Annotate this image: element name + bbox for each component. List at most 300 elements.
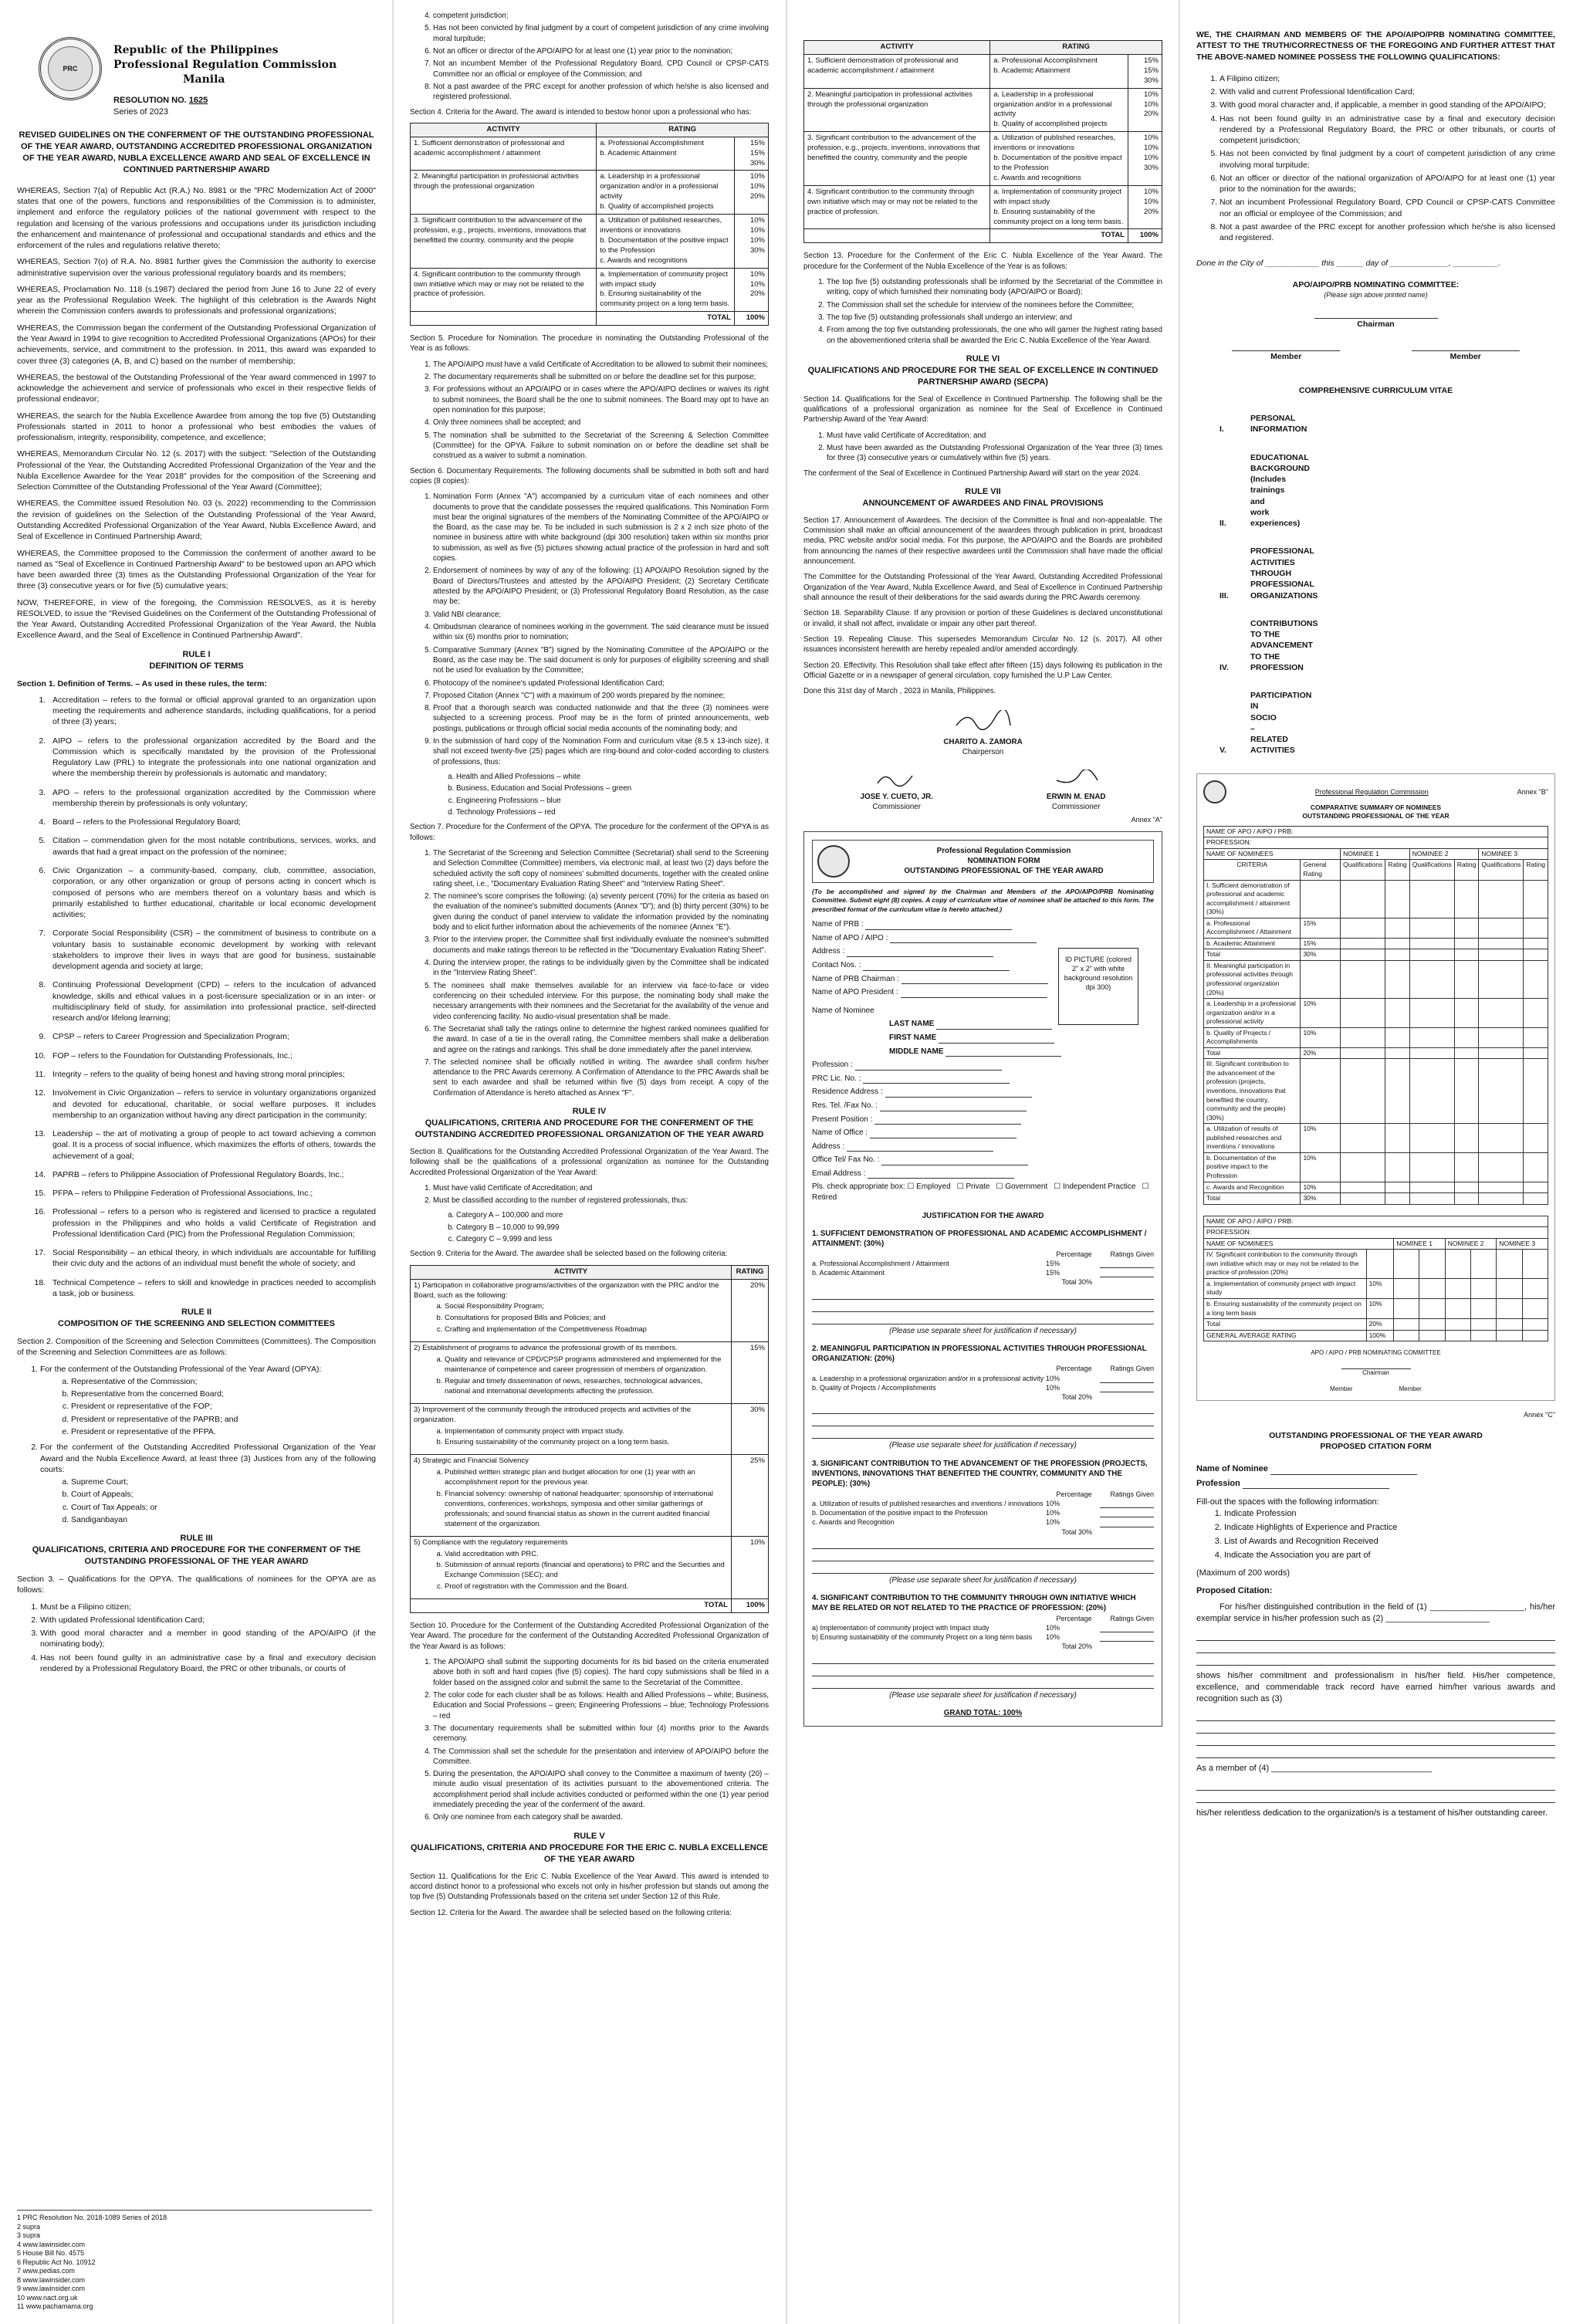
id-picture-box[interactable]: ID PICTURE (colored 2" x 2" with white background resolution dpi 300) <box>1058 948 1138 1025</box>
summary-cell[interactable] <box>1341 1182 1385 1193</box>
criteria-activity <box>411 1455 732 1536</box>
summary-cell[interactable] <box>1385 880 1410 918</box>
separate-sheet-note: (Please use separate sheet for justification if necessary) <box>889 1575 1077 1585</box>
summary-cell[interactable] <box>1341 1047 1385 1059</box>
now-therefore: NOW, THEREFORE, in view of the foregoing, the Commission RESOLVES, as it is hereby RESOLVED, to issue the "Revised Guidelines on the Conferment of the Outstanding Professional of the Year Award, Outstanding Accredited Professional Organization of the Year Award, the Nubla Excellence Award, and the Seal of Excellence in Continued Partnership Award". <box>17 597 376 641</box>
summary-table-1: NAME OF APO / AIPO / PRB: PROFESSION: NAME OF NOMINEES NOMINEE 1 NOMINEE 2 NOMINEE 3 CRITERIA General Rating Qualifications Rating Qualifications Rating Qualifications Rating I. Sufficient demonstration of professional and academic accomplishment / attainment (30%) a. Professional Accomplishment / Attainment 15% b. Academic Attainment 15% Total 30% II. Meaningful participation in professional activities through professional organization (20%) a. Leadership in a professional organization and/or in a professional activity 10% b. Quality of Projects / Accomplishments 10% Total 20% III. Significant contribution to the advancement of the profession (projects, inventions, innovations that benefited the country, community and the people) (30%) a. Utilization of results of published researches and inventions / innovations 10% b. Documentation of the positive impact to the Profession 10% c. Awards and Recognition 10% Total 30% <box>1203 826 1548 1205</box>
summary-cell[interactable] <box>1385 1027 1410 1047</box>
definition-item: 4. Board – refers to the Professional Regulatory Board; <box>48 817 376 827</box>
checkbox-icon[interactable]: ☐ <box>996 1182 1006 1192</box>
summary-cell[interactable] <box>1479 949 1524 961</box>
documentary-requirements <box>433 492 769 767</box>
summary-cell[interactable] <box>1479 1027 1524 1047</box>
qualification-item: 4. competent jurisdiction; <box>433 11 769 21</box>
section-11: Section 11. Qualifications for the Eric C. Nubla Excellence of the Year Award. This award is intended to accord distinct honor to a professional who excels not only in his/her profession but stands out among the top five (5) Outstanding Professionals based on the criteria set under Section 12 of this Rule. <box>410 1872 769 1902</box>
summary-cell[interactable] <box>1445 1250 1470 1279</box>
justification-item-label: a. Utilization of results of published researches and inventions / innovations <box>812 1499 1044 1507</box>
summary-cell[interactable] <box>1479 1152 1524 1182</box>
summary-cell[interactable] <box>1524 1124 1548 1153</box>
summary-cell[interactable] <box>1479 1124 1524 1153</box>
citation-form <box>1196 1430 1555 1819</box>
definition-item: 8. Continuing Professional Development (CPD) – refers to the inculcation of advanced knowledge, skills and ethical values in a post-licensure specialization or in an inter- or multidisciplinary field of study, for assimilation into professional practice, self-directed research and/or lifelong learning; <box>48 979 376 1023</box>
summary-criteria: b. Documentation of the positive impact to the Profession <box>1204 1152 1301 1182</box>
category-item: c. Category C – 9,999 and less <box>456 1234 769 1244</box>
summary-cell[interactable] <box>1497 1319 1522 1331</box>
summary-cell[interactable] <box>1454 960 1479 998</box>
criteria-sub-item: a. Implementation of community project with impact study. <box>445 1427 728 1437</box>
justification-blank[interactable] <box>812 1653 1154 1664</box>
document-item: 2. Endorsement of nominees by way of any of the following: (1) APO/AIPO Resolution signed by the Board of Directors/Trustees and attested by the APO/AIPO President; (2) Secretary Certificate attested by the APO/AIPO President; or (3) Professional Regulatory Board Resolution, as the case may be; <box>433 566 769 607</box>
fill-instruction-item: 2. Indicate Highlights of Experience and Practice <box>1224 1522 1555 1534</box>
summary-title: COMPARATIVE SUMMARY OF NOMINEES <box>1310 803 1442 811</box>
citation-blank[interactable] <box>1196 1655 1555 1666</box>
annex-b-label: Annex "B" <box>1517 787 1548 796</box>
justification-block <box>812 1593 1154 1700</box>
summary-cell[interactable] <box>1385 1152 1410 1182</box>
definition-item: 3. APO – refers to the professional organization accredited by the Commission where membership therein by professionals is only voluntary; <box>48 787 376 810</box>
court-item: c. Court of Tax Appeals; or <box>71 1502 376 1513</box>
summary-cell[interactable] <box>1385 949 1410 961</box>
summary-cell[interactable] <box>1341 1124 1385 1153</box>
summary-cell[interactable] <box>1419 1330 1445 1341</box>
criteria-row <box>411 1455 769 1536</box>
summary-cell[interactable] <box>1454 1027 1479 1047</box>
criteria-sub-item: c. Proof of registration with the Commission and the Board. <box>445 1582 728 1592</box>
justification-block <box>812 1459 1154 1585</box>
criteria-rating: a. Leadership in a professional organization and/or in a professional activity b. Quality of accomplished projects <box>597 171 735 215</box>
section-19: Section 19. Repealing Clause. This supersedes Memorandum Circular No. 12 (s. 2017). All other issuances inconsistent herewith are hereby repealed and/or amended accordingly. <box>803 634 1162 655</box>
checkbox-icon[interactable]: ☐ <box>1054 1182 1064 1192</box>
summary-cell[interactable] <box>1522 1330 1548 1341</box>
summary-cell[interactable] <box>1524 1059 1548 1124</box>
summary-cell[interactable] <box>1479 918 1524 938</box>
rule-1-subheading: DEFINITION OF TERMS <box>149 661 244 671</box>
summary-cell[interactable] <box>1341 880 1385 918</box>
rating-input[interactable] <box>1100 1623 1154 1632</box>
summary-cell[interactable] <box>1341 999 1385 1028</box>
separate-sheet-note: (Please use separate sheet for justification if necessary) <box>889 1441 1077 1450</box>
nubla-procedure <box>827 277 1162 346</box>
summary-row <box>1204 1319 1548 1331</box>
summary-cell[interactable] <box>1524 1047 1548 1059</box>
header-republic: Republic of the Philippines <box>113 44 279 56</box>
justification-blank[interactable] <box>812 1314 1154 1324</box>
footnote: 11 www.pachamama.org <box>17 2302 93 2311</box>
form-field-input[interactable] <box>863 1075 1010 1084</box>
summary-cell[interactable] <box>1409 1124 1454 1153</box>
form-field-input[interactable] <box>890 935 1037 943</box>
form-field: Address : <box>812 1142 1154 1152</box>
form-field-input[interactable] <box>863 962 1010 971</box>
summary-criteria: III. Significant contribution to the advancement of the profession (projects, inventions, innovations that benefited the country, community and the people) (30%) <box>1204 1059 1301 1124</box>
summary-cell[interactable] <box>1341 1152 1385 1182</box>
summary-cell[interactable] <box>1479 1193 1524 1205</box>
summary-cell[interactable] <box>1419 1250 1445 1279</box>
percentage-head: Percentage <box>1056 1365 1092 1373</box>
summary-cell[interactable] <box>1479 999 1524 1028</box>
justification-blank[interactable] <box>812 1289 1154 1300</box>
procedure-item: 4. The Commission shall set the schedule for the presentation and interview of APO/AIPO before the Committee. <box>433 1747 769 1768</box>
rating-input[interactable] <box>1100 1508 1154 1517</box>
summary-cell[interactable] <box>1385 960 1410 998</box>
definition-item: 12. Involvement in Civic Organization – refers to service in voluntary organizations organized and devoted for educational, charitable, or social welfare purposes. It includes membership to an organization without having any direct participation in the community; <box>48 1088 376 1121</box>
percentage-head: Percentage <box>1056 1614 1092 1622</box>
summary-cell[interactable] <box>1341 918 1385 938</box>
summary-cell[interactable] <box>1394 1319 1419 1331</box>
footnote: 5 House Bill No. 4575 <box>17 2249 85 2258</box>
check-label: Pls. check appropriate box: <box>812 1182 905 1192</box>
summary-cell[interactable] <box>1385 1047 1410 1059</box>
sign-note: (Please sign above printed name) <box>1324 291 1428 299</box>
procedure-item: 2. The nominee's score comprises the following: (a) seventy percent (70%) for the criteria as based on the evaluation of the nominee's submitted documents (Annex "D"); and (b) thirty percent (30%) to be given during the conduct of panel interview to validate the information provided by the nominating body and to elicit further information about the achievements of the nominee (Annex "E"). <box>433 891 769 932</box>
color-code-item: b. Business, Education and Social Professions – green <box>456 783 769 793</box>
summary-table-2: NAME OF APO / AIPO / PRB: PROFESSION: NAME OF NOMINEES NOMINEE 1 NOMINEE 2 NOMINEE 3 IV. Significant contribution to the community through own initiative which may or may not be related to the practice of profession (20%) a. Implementation of community project with impact study 10% b. Ensuring sustainability of the community project on a long term basis 10% Total 20% GENERAL AVERAGE RATING 100% <box>1203 1216 1548 1342</box>
form-field: Res. Tel. /Fax No. : <box>812 1101 1154 1111</box>
summary-cell[interactable] <box>1445 1319 1470 1331</box>
justification-blank[interactable] <box>812 1551 1154 1561</box>
form-field-label: Name of PRB Chairman <box>812 974 895 983</box>
justification-blank[interactable] <box>812 1538 1154 1549</box>
member-label: Member <box>1450 351 1481 361</box>
definition-item: 16. Professional – refers to a person who is registered and licensed to practice a regulated profession in the Philippines and who holds a valid Certificate of Registration and Professional Identification Card (PIC) from the Professional Regulation Commission; <box>48 1206 376 1240</box>
summary-cell[interactable] <box>1479 960 1524 998</box>
summary-cell[interactable] <box>1471 1319 1497 1331</box>
summary-cell[interactable] <box>1479 1047 1524 1059</box>
summary-criteria: a. Utilization of results of published researches and inventions / innovations <box>1204 1124 1301 1153</box>
summary-cell[interactable] <box>1454 999 1479 1028</box>
summary-cell[interactable] <box>1409 1047 1454 1059</box>
rating-input[interactable] <box>1100 1499 1154 1508</box>
criteria-sub-item: a. Published written strategic plan and budget allocation for one (1) year with an accomplishment report for the previous year. <box>445 1468 728 1488</box>
summary-cell[interactable] <box>1522 1250 1548 1279</box>
cv-sections <box>1219 413 1555 756</box>
profession-field[interactable] <box>1243 1480 1389 1489</box>
summary-cell[interactable] <box>1524 880 1548 918</box>
justification-heading: 3. SIGNIFICANT CONTRIBUTION TO THE ADVANCEMENT OF THE PROFESSION (PROJECTS, INVENTIONS, INNOVATIONS THAT BENEFITED THE COUNTRY, COMMUNITY AND THE PEOPLE): (30%) <box>812 1459 1148 1489</box>
court-item: a. Supreme Court; <box>71 1477 376 1487</box>
summary-cell[interactable] <box>1341 949 1385 961</box>
summary-cell[interactable] <box>1394 1330 1419 1341</box>
procedure-item: 6. The Secretariat shall tally the ratings online to determine the highest ranked nominees qualified for the award. In case of a tie in the overall rating, the Committee members shall make a deliberation and agree on the ratings and rankings. This shall be done immediately after the panel interview. <box>433 1024 769 1055</box>
form-field-label: PRC Lic. No. <box>812 1074 857 1083</box>
summary-cell[interactable] <box>1522 1319 1548 1331</box>
summary-cell[interactable] <box>1409 999 1454 1028</box>
definition-item: 18. Technical Competence – refers to skill and knowledge in practices needed to accomplish a task, job or business. <box>48 1277 376 1300</box>
rule-6-subheading: QUALIFICATIONS AND PROCEDURE FOR THE SEAL OF EXCELLENCE IN CONTINUED PARTNERSHIP AWARD (SECPA) <box>807 365 1159 387</box>
procedure-item: 5. During the presentation, the APO/AIPO shall convey to the Committee a maximum of twenty (20) – minute audio visual presentation of its activities pursuant to the abovementioned criteria. The accomplishment period shall include activities conducted or performed within the one (1) year period immediately preceding the year of the conferment of the award. <box>433 1769 769 1810</box>
ratings-head: Ratings Given <box>1110 1614 1154 1622</box>
summary-cell[interactable] <box>1341 1059 1385 1124</box>
summary-cell[interactable] <box>1385 999 1410 1028</box>
summary-cell[interactable] <box>1454 918 1479 938</box>
form-field-input[interactable] <box>880 1103 1027 1111</box>
summary-row <box>1204 1298 1548 1318</box>
form-field-input[interactable] <box>855 1062 1002 1071</box>
summary-cell[interactable] <box>1524 1182 1548 1193</box>
definition-item: 17. Social Responsibility – an ethical theory, in which individuals are accountable for fulfilling their civic duty and the actions of an individual must benefit the whole of society; and <box>48 1247 376 1270</box>
summary-cell[interactable] <box>1471 1330 1497 1341</box>
nominee-name-row <box>889 1033 1154 1044</box>
summary-cell[interactable] <box>1445 1278 1470 1298</box>
citation-paragraph-1: For his/her distinguished contribution in the field of (1) ____________________, his/her exemplar service in his/her profession such as (2) ______________________ <box>1196 1602 1555 1624</box>
summary-cell[interactable] <box>1419 1298 1445 1318</box>
form-note: (To be accomplished and signed by the Chairman and Members of the APO/AIPO/PRB Nominating Committee. Submit eight (8) copies. A copy of curriculum vitae of nominee shall be attached to this form. The prescribed format of the curriculum vitae is hereto attached.) <box>812 887 1154 913</box>
nominee-name-input[interactable] <box>936 1021 1052 1030</box>
summary-cell[interactable] <box>1385 938 1410 949</box>
footnote: 2 supra <box>17 2222 41 2231</box>
rating-input[interactable] <box>1100 1517 1154 1527</box>
criteria-percent: 10% 10% 10% 30% <box>735 215 769 269</box>
form-field-input[interactable] <box>870 1130 1017 1138</box>
summary-cell[interactable] <box>1409 880 1454 918</box>
document-item: 4. Ombudsman clearance of nominees working in the government. The said clearance must be issued within six (6) months prior to nomination; <box>433 622 769 643</box>
category-item: a. Category A – 100,000 and more <box>456 1210 769 1220</box>
summary-cell[interactable] <box>1409 949 1454 961</box>
summary-cell[interactable] <box>1479 1059 1524 1124</box>
summary-cell[interactable] <box>1454 1059 1479 1124</box>
summary-cell[interactable] <box>1524 1027 1548 1047</box>
summary-cell[interactable] <box>1454 1152 1479 1182</box>
summary-cell[interactable] <box>1497 1278 1522 1298</box>
justification-blank[interactable] <box>812 1403 1154 1414</box>
summary-cell[interactable] <box>1454 949 1479 961</box>
summary-general-rating: 10% <box>1301 1152 1341 1182</box>
nominee-name-input[interactable] <box>945 1048 1061 1057</box>
document-item: 6. Photocopy of the nominee's updated Professional Identification Card; <box>433 678 769 688</box>
rating-input[interactable] <box>1100 1374 1154 1383</box>
citation-paragraph-3: As a member of (4) __________________________________ <box>1196 1763 1433 1773</box>
apo-categories <box>456 1210 769 1244</box>
summary-criteria: Total <box>1204 1193 1301 1205</box>
nominee-name-input[interactable] <box>939 1035 1054 1044</box>
fill-instruction-item: 3. List of Awards and Recognition Received <box>1224 1536 1555 1548</box>
document-item: 1. Nomination Form (Annex "A") accompanied by a curriculum vitae of each nominees and other documents to prove that the candidate possesses the required qualifications. This Nomination Form must bear the original signatures of the members of the Nominating Committee of the APO/AIPO or the Board, as the case may be. To be included in such submission is 2 x 2 inch size photo of the nominee in business attire with white background (dpi 300 resolution) taken within six months prior to submission, as well as five (5) pictures showing actual practice of the profession in hard and soft copies. <box>433 492 769 563</box>
checkbox-option: ☐ Employed <box>907 1182 951 1192</box>
criteria-sub-item: b. Regular and timely dissemination of news, researches, technological advances, national and international developments affecting the profession. <box>445 1377 728 1397</box>
summary-cell[interactable] <box>1479 880 1524 918</box>
summary-row <box>1204 1182 1548 1193</box>
summary-cell[interactable] <box>1524 918 1548 938</box>
form-field: Email Address : <box>812 1169 1154 1179</box>
summary-cell[interactable] <box>1409 1182 1454 1193</box>
procedure-item: 3. The documentary requirements shall be submitted within four (4) months prior to the Awards ceremony. <box>433 1724 769 1744</box>
summary-cell[interactable] <box>1497 1250 1522 1279</box>
summary-cell[interactable] <box>1409 1193 1454 1205</box>
checkbox-icon[interactable]: ☐ <box>1142 1182 1149 1192</box>
summary-cell[interactable] <box>1341 960 1385 998</box>
summary-cell[interactable] <box>1524 999 1548 1028</box>
summary-cell[interactable] <box>1454 1124 1479 1153</box>
summary-cell[interactable] <box>1522 1278 1548 1298</box>
summary-cell[interactable] <box>1497 1298 1522 1318</box>
form-field-input[interactable] <box>902 976 1048 984</box>
procedure-item: 1. The APO/AIPO shall submit the supporting documents for its bid based on the criteria enumerated above both in soft and hard copies (five (5) copies). The hard copy submissions shall be filed in a folder based on the assigned color and submit the same to the Secretariat of the Committee. <box>433 1657 769 1688</box>
form-field-input[interactable] <box>885 1089 1032 1098</box>
summary-cell[interactable] <box>1522 1298 1548 1318</box>
summary-cell[interactable] <box>1524 960 1548 998</box>
summary-cell[interactable] <box>1454 1047 1479 1059</box>
summary-cell[interactable] <box>1454 938 1479 949</box>
nominee-label: Name of Nominee <box>812 1006 874 1015</box>
justification-blank[interactable] <box>812 1563 1154 1574</box>
rating-input[interactable] <box>1100 1268 1154 1277</box>
summary-cell[interactable] <box>1385 1182 1410 1193</box>
criteria-row <box>411 137 769 171</box>
summary-cell[interactable] <box>1385 1059 1410 1124</box>
summary-cell[interactable] <box>1454 1193 1479 1205</box>
section-18: Section 18. Separability Clause. If any provision or portion of these Guidelines is declared unconstitutional or invalid, it shall not affect, invalidate or impair any other part thereof. <box>803 609 1162 628</box>
citation-blank[interactable] <box>1196 1735 1555 1746</box>
summary-cell[interactable] <box>1409 1027 1454 1047</box>
form-field: PRC Lic. No. : <box>812 1074 1154 1084</box>
summary-cell[interactable] <box>1409 1059 1454 1124</box>
summary-row <box>1204 1193 1548 1205</box>
form-field-input[interactable] <box>901 989 1047 998</box>
category-item: b. Category B – 10,000 to 99,999 <box>456 1223 769 1233</box>
summary-cell[interactable] <box>1341 1193 1385 1205</box>
summary-cell[interactable] <box>1524 1193 1548 1205</box>
qualification-item: 2. Must have been awarded as the Outstanding Professional Organization of the Year three (3) times for three (3) consecutive years or cumulatively within five (5) years. <box>827 443 1162 464</box>
summary-cell[interactable] <box>1394 1298 1419 1318</box>
summary-row <box>1204 949 1548 961</box>
nominee-name-label: FIRST NAME <box>889 1033 937 1042</box>
summary-cell[interactable] <box>1524 1152 1548 1182</box>
form-field-input[interactable] <box>847 949 993 957</box>
oapoya-committee: 2. For the conferment of the Outstanding Accredited Professional Organization of the Year Award and the Nubla Excellence Award, at least three (3) Justices from any of the following courts: a. Supreme Court; b. Court of Appeals; c. Court of Tax Appeals; or d. Sandiganbayan <box>40 1442 376 1525</box>
citation-blank[interactable] <box>1196 1723 1555 1734</box>
justification-item-pct: 10% <box>1046 1518 1061 1527</box>
whereas-clause: WHEREAS, Memorandum Circular No. 12 (s. 2017) with the subject: "Selection of the Outstanding Professional of the Year, the Outstanding Accredited Professional Organization of the Year and the Nubla Excellence Awardee for the Year 2018" provides for the composition of the Screening and Selection Committee of the Outstanding Professional of the Year Award (Committee); <box>17 449 376 492</box>
summary-row <box>1204 1047 1548 1059</box>
nominee-name-field[interactable] <box>1270 1466 1417 1475</box>
summary-general-rating: 10% <box>1366 1298 1394 1318</box>
summary-cell[interactable] <box>1471 1298 1497 1318</box>
prc-seal-icon: PRC <box>39 37 102 100</box>
rating-input[interactable] <box>1100 1259 1154 1268</box>
citation-subtitle: PROPOSED CITATION FORM <box>1320 1442 1432 1452</box>
justification-blank[interactable] <box>812 1301 1154 1312</box>
citation-blank[interactable] <box>1196 1710 1555 1721</box>
summary-cell[interactable] <box>1471 1250 1497 1279</box>
citation-blank[interactable] <box>1196 1630 1555 1641</box>
summary-cell[interactable] <box>1394 1250 1419 1279</box>
prc-seal-icon <box>817 845 850 878</box>
summary-criteria: Total <box>1204 949 1301 961</box>
summary-cell[interactable] <box>1524 949 1548 961</box>
summary-cell[interactable] <box>1471 1278 1497 1298</box>
justification-blank[interactable] <box>812 1416 1154 1426</box>
checkbox-icon[interactable]: ☐ <box>907 1182 917 1192</box>
justification-item <box>812 1374 1154 1383</box>
signature-icon <box>952 710 1014 733</box>
citation-blank[interactable] <box>1196 1642 1555 1653</box>
header-city: Manila <box>183 73 225 86</box>
cv-section-number: II. <box>1219 519 1226 529</box>
justification-item-pct: 10% <box>1046 1499 1061 1507</box>
form-field-input[interactable] <box>865 922 1012 930</box>
summary-cell[interactable] <box>1497 1330 1522 1341</box>
whereas-clause: WHEREAS, Proclamation No. 118 (s.1987) declared the period from June 16 to June 22 of every year as the Professional Regulation Week. The highlight of this celebration is the Awards Night wherein the Commission confers awards to professionals and professional organizations; <box>17 284 376 316</box>
summary-cell[interactable] <box>1454 1182 1479 1193</box>
summary-row <box>1204 880 1548 918</box>
summary-cell[interactable] <box>1409 1152 1454 1182</box>
nominee-name-row <box>889 1047 1154 1057</box>
footnote: 4 www.lawinsider.com <box>17 2240 86 2248</box>
summary-cell[interactable] <box>1419 1319 1445 1331</box>
summary-row <box>1204 918 1548 938</box>
procedure-item: 1. The APO/AIPO must have a valid Certificate of Accreditation to be allowed to submit their nominees; <box>433 360 769 370</box>
summary-cell[interactable] <box>1409 960 1454 998</box>
summary-cell[interactable] <box>1445 1298 1470 1318</box>
criteria-sub-item: a. Quality and relevance of CPD/CPSP programs administered and implemented for the maintenance of competence and career progression of members of organization. <box>445 1355 728 1375</box>
color-code-item: d. Technology Professions – red <box>456 807 769 817</box>
summary-cell[interactable] <box>1409 938 1454 949</box>
form-field-input[interactable] <box>874 1116 1021 1125</box>
summary-cell[interactable] <box>1454 880 1479 918</box>
summary-cell[interactable] <box>1385 918 1410 938</box>
rating-input[interactable] <box>1100 1383 1154 1392</box>
form-field-label: Name of APO President <box>812 988 895 997</box>
qualification-item: 1. Must have valid Certificate of Accreditation; and <box>827 431 1162 441</box>
summary-cell[interactable] <box>1524 938 1548 949</box>
summary-cell[interactable] <box>1479 1182 1524 1193</box>
done-line: Done this 31st day of March , 2023 in Manila, Philippines. <box>803 687 996 696</box>
definition-item: 2. AIPO – refers to the professional organization accredited by the Board and the Commission which is specifically mandated by the provision of the Professional Regulatory Law (PRL) to integrate the professionals into one national organization and where the membership therein by professionals is automatic and mandatory; <box>48 736 376 780</box>
checkbox-icon[interactable]: ☐ <box>956 1182 966 1192</box>
citation-blank[interactable] <box>1196 1780 1555 1791</box>
summary-cell[interactable] <box>1409 918 1454 938</box>
citation-blank[interactable] <box>1196 1747 1555 1758</box>
color-codes <box>456 772 769 817</box>
commissioner-2-signature: ERWIN M. ENAD Commissioner <box>1047 770 1106 812</box>
qualification-item: 4. Has not been found guilty in an administrative case by a final and executory decision rendered by a Professional Regulatory Board, the PRC or other tribunals, or courts of competent jurisdiction; <box>1219 113 1555 147</box>
summary-cell[interactable] <box>1445 1330 1470 1341</box>
form-field-input[interactable] <box>868 1170 1014 1179</box>
form-field-input[interactable] <box>847 1143 993 1152</box>
criteria-percent: 10% 10% 20% <box>735 171 769 215</box>
page-2 <box>393 0 786 2324</box>
summary-cell[interactable] <box>1385 1124 1410 1153</box>
summary-general-rating: 10% <box>1301 1124 1341 1153</box>
fill-instructions: Fill-out the spaces with the following information: <box>1196 1497 1379 1507</box>
justification-total: Total 20% <box>1061 1642 1092 1651</box>
citation-profession-label: Profession <box>1196 1478 1240 1488</box>
procedure-item: 4. Only three nominees shall be accepted; and <box>433 418 769 428</box>
summary-cell[interactable] <box>1394 1278 1419 1298</box>
opya-criteria-table: ACTIVITY RATING 1. Sufficient demonstration of professional and academic accomplishment / attainment a. Professional Accomplishment b. Academic Attainment 15% 15% 30% 2. Meaningful participation in professional activities through the professional organization a. Leadership in a professional organization and/or in a professional activity b. Quality of accomplished projects 10% 10% 20% 3. Significant contribution to the advancement of the profession, e.g., projects, inventions, innovations that benefitted the country, community and the people a. Utilization of published researches, inventions or innovations b. Documentation of the positive impact to the Profession c. Awards and recognitions 10% 10% 10% 30% 4. Significant contribution to the community through own initiative which may or may not be related to the practice of profession. a. Implementation of community project with impact study b. Ensuring sustainability of the community project on a long term basis. 10% 10% 20% TOTAL 100% <box>410 123 769 326</box>
form-field-input[interactable] <box>881 1157 1028 1165</box>
summary-cell[interactable] <box>1385 1193 1410 1205</box>
criteria-sub-item: b. Ensuring sustainability of the community project on a long term basis. <box>445 1438 728 1448</box>
justification-blank[interactable] <box>812 1678 1154 1689</box>
rating-input[interactable] <box>1100 1632 1154 1642</box>
cv-section-number: IV. <box>1219 662 1229 672</box>
rule-3-subheading: QUALIFICATIONS, CRITERIA AND PROCEDURE FOR THE CONFERMENT OF THE OUTSTANDING PROFESSIONAL OF THE YEAR AWARD <box>32 1545 361 1567</box>
justification-blank[interactable] <box>812 1428 1154 1439</box>
summary-cell[interactable] <box>1419 1278 1445 1298</box>
definitions-list <box>48 695 376 1299</box>
summary-cell[interactable] <box>1479 938 1524 949</box>
definition-item: 14. PAPRB – refers to Philippine Association of Professional Regulatory Boards, Inc.; <box>48 1169 376 1180</box>
summary-cell[interactable] <box>1341 1027 1385 1047</box>
cv-section-title: CONTRIBUTIONS TO THE ADVANCEMENT TO THE PROFESSION <box>1250 618 1318 672</box>
form-field: Present Position : <box>812 1115 1154 1125</box>
procedure-item: 3. For professions without an APO/AIPO or in cases where the APO/AIPO declines or waives its right to submit nominees, the Board shall be the one to submit nominees. The Board may opt to have an open nomination for this purpose; <box>433 384 769 415</box>
criteria-rating: a. Utilization of published researches, inventions or innovations b. Documentation of the positive impact to the Profession c. Awards and recognitions <box>597 215 735 269</box>
citation-blank[interactable] <box>1196 1792 1555 1803</box>
summary-cell[interactable] <box>1341 938 1385 949</box>
justification-blank[interactable] <box>812 1666 1154 1676</box>
